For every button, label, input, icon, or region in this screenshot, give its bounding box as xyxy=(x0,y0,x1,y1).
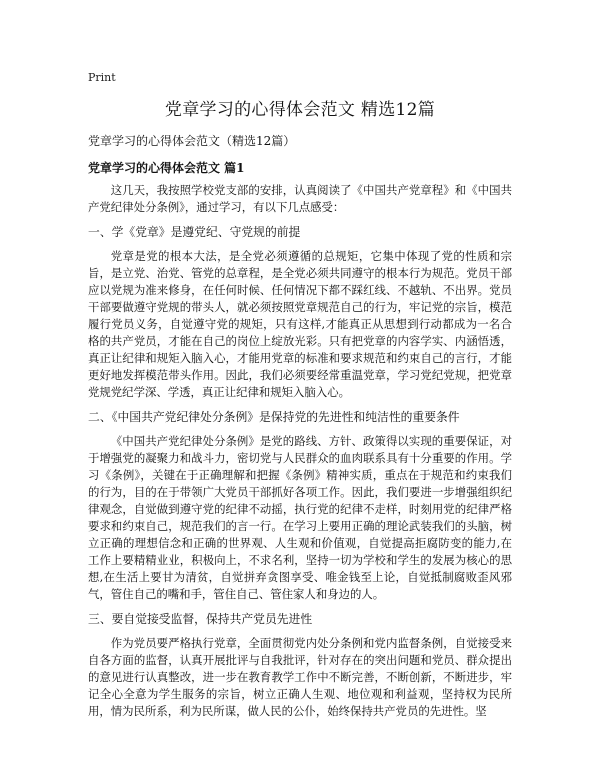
document-subtitle: 党章学习的心得体会范文（精选12篇） xyxy=(88,134,296,148)
intro-paragraph: 这几天，我按照学校党支部的安排，认真阅读了《中国共产党章程》和《中国共产党纪律处分条例》，通过学习，有以下几点感受： xyxy=(88,183,512,214)
page-title: 党章学习的心得体会范文 精选12篇 xyxy=(164,100,436,120)
point-heading-2: 二、《中国共产党纪律处分条例》是保持党的先进性和纯洁性的重要条件 xyxy=(88,410,460,424)
point-heading-1: 一、学《党章》是遵党纪、守党规的前提 xyxy=(88,225,301,239)
point-heading-3: 三、要自觉接受监督，保持共产党员先进性 xyxy=(88,612,313,626)
section-heading: 党章学习的心得体会范文 篇1 xyxy=(88,161,245,175)
print-link[interactable]: Print xyxy=(88,71,116,84)
body-paragraph-3: 作为党员要严格执行党章，全面贯彻党内处分条例和党内监督条例，自觉接受来自各方面的监督，认真开展批评与自我批评，针对存在的突出问题和党员、群众提出的意见进行认真整改，进一步在教育教学工作中不断完善，不断创新，不断进步，牢记全心全意为学生服务的宗旨，树立正确人生观、地位观和利益观，坚持权为民所用，情为民所系，利为民所谋，做人民的公仆，始终保持共产党员的先进性。坚 xyxy=(88,636,512,718)
document-body xyxy=(88,182,512,728)
body-paragraph-1: 党章是党的根本大法，是全党必须遵循的总规矩，它集中体现了党的性质和宗旨，是立党、治党、管党的总章程，是全党必须共同遵守的根本行为规范。党员干部应以党规为准来修身，在任何时候、任何情况下都不踩红线、不越轨、不出界。党员干部要做遵守党规的带头人，就必须按照党章规范自己的行为，牢记党的宗旨，模范履行党员义务，自觉遵守党的规矩，只有这样,才能真正从思想到行动都成为一名合格的共产党员，才能在自己的岗位上绽放光彩。只有把党章的内容学实、内涵悟透，真正让纪律和规矩入脑入心，才能用党章的标准和要求规范和约束自己的言行，才能更好地发挥模范带头作用。因此，我们必须要经常重温党章，学习党纪党规，把党章党规党纪学深、学透，真正让纪律和规矩入脑入心。 xyxy=(88,249,512,399)
body-paragraph-2: 《中国共产党纪律处分条例》是党的路线、方针、政策得以实现的重要保证，对于增强党的凝聚力和战斗力，密切党与人民群众的血肉联系具有十分重要的作用。学习《条例》，关键在于正确理解和把握《条例》精神实质，重点在于规范和约束我们的行为，目的在于带领广大党员干部抓好各项工作。因此，我们要进一步增强组织纪律观念，自觉做到遵守党的纪律不动摇，执行党的纪律不走样，时刻用党的纪律严格要求和约束自己，规范我们的言一行。在学习上要用正确的理论武装我们的头脑，树立正确的理想信念和正确的世界观、人生观和价值观，自觉提高拒腐防变的能力,在工作上要精精业业，积极向上，不求名利，坚持一切为学校和学生的发展为核心的思想,在生活上要甘为清贫，自觉拼弃贪图享受、唯金钱至上论，自觉抵制腐败歪风邪气，管住自己的嘴和手，管住自己、管住家人和身边的人。 xyxy=(88,434,512,601)
